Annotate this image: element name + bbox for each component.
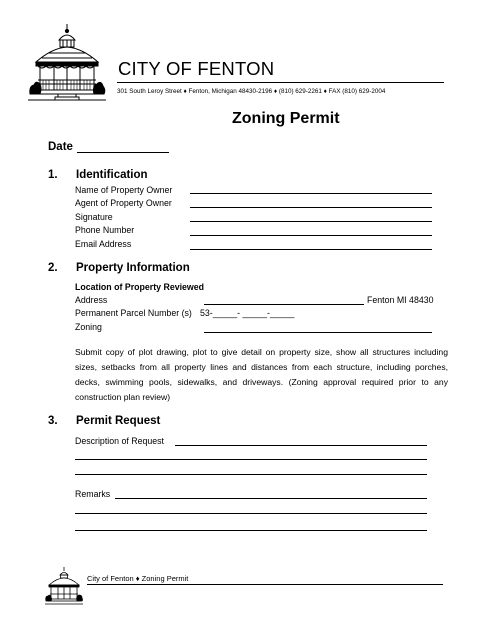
zoning-line[interactable] [204, 332, 432, 333]
remarks-line-1[interactable] [115, 498, 427, 499]
section-title: Identification [76, 169, 148, 181]
section-property-heading [48, 262, 190, 274]
section-title: Permit Request [76, 415, 161, 427]
address-city-suffix: Fenton MI 48430 [367, 295, 434, 305]
field-label-owner-name: Name of Property Owner [75, 185, 173, 195]
field-label-description: Description of Request [75, 436, 164, 446]
signature-line[interactable] [190, 221, 432, 222]
phone-line[interactable] [190, 235, 432, 236]
plot-instructions: Submit copy of plot drawing, plot to give detail on property size, show all structures including sizes, setbacks from all property lines and distances from each structure, including porches, decks, swimming pools, sidewalks, and driveways. (Zoning approval required prior to any construction plan review) [75, 347, 448, 402]
owner-name-line[interactable] [190, 193, 432, 194]
parcel-number-field[interactable]: 53-_____- _____-_____ [200, 308, 295, 318]
agent-line[interactable] [190, 207, 432, 208]
field-label-parcel: Permanent Parcel Number (s) [75, 308, 192, 318]
gazebo-logo-icon [28, 22, 106, 104]
field-label-phone: Phone Number [75, 225, 135, 235]
email-line[interactable] [190, 249, 432, 250]
section-number: 2. [48, 262, 58, 274]
section-number: 1. [48, 169, 58, 181]
description-line-3[interactable] [75, 474, 427, 475]
header-divider [117, 82, 444, 83]
location-subheading: Location of Property Reviewed [75, 282, 205, 292]
date-field [48, 141, 169, 153]
field-label-address: Address [75, 295, 108, 305]
footer-caption: City of Fenton ♦ Zoning Permit [87, 574, 189, 583]
gazebo-logo-small-icon [45, 566, 83, 606]
description-line-1[interactable] [175, 445, 427, 446]
date-input-line[interactable] [77, 141, 169, 153]
field-label-agent: Agent of Property Owner [75, 198, 172, 208]
section-number: 3. [48, 415, 58, 427]
section-title: Property Information [76, 262, 190, 274]
city-address: 301 South Leroy Street ♦ Fenton, Michigan 48430-2196 ♦ (810) 629-2261 ♦ FAX (810) 629-2004 [117, 88, 386, 95]
remarks-line-2[interactable] [75, 513, 427, 514]
description-line-2[interactable] [75, 459, 427, 460]
date-label: Date [48, 141, 73, 153]
section-identification-heading [48, 169, 148, 181]
address-line[interactable] [204, 304, 364, 305]
field-label-email: Email Address [75, 239, 132, 249]
field-label-signature: Signature [75, 212, 113, 222]
section-permit-heading [48, 415, 160, 427]
field-label-zoning: Zoning [75, 322, 102, 332]
remarks-line-3[interactable] [75, 530, 427, 531]
field-label-remarks: Remarks [75, 489, 111, 499]
footer-divider [87, 584, 443, 585]
city-title: CITY OF FENTON [118, 58, 275, 79]
document-title: Zoning Permit [232, 110, 340, 127]
